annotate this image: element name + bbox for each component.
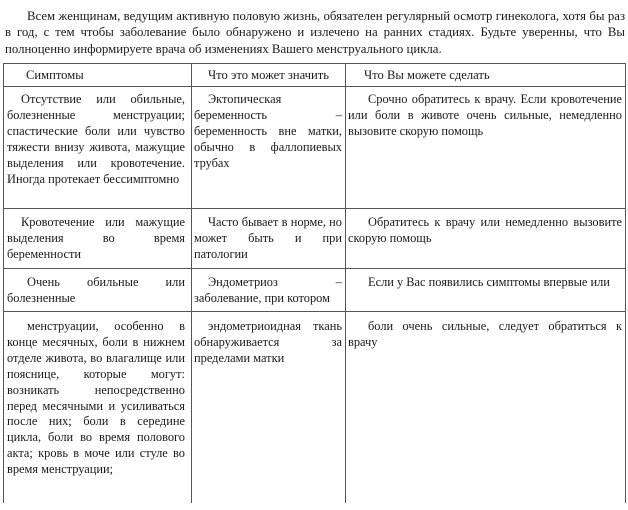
table-border-top [3, 63, 626, 64]
header-action: Что Вы можете сделать [364, 68, 490, 82]
intro-paragraph: Всем женщинам, ведущим активную половую жизнь, обязателен регулярный осмотр гинеколога, хотя бы раз в год, с тем чтобы заболевание было обнаружено и излечено на ранних стадиях. Будьте уверенны, что Вы полноценно информируете врача об изменениях Вашего менструального цикла. [5, 9, 625, 56]
table-col-divider [191, 63, 192, 503]
header-symptoms: Симптомы [26, 68, 84, 82]
row1-symptom: Отсутствие или обильные, болезненные менструации; спастические боли или чувство тяжести внизу живота, мажущие выделения или кровотечение. Иногда протекает бессимптомно [7, 92, 185, 186]
table-border-left [3, 63, 4, 503]
row2-action: Обратитесь к врачу или немедленно вызовите скорую помощь [348, 215, 622, 245]
table-border-right [625, 63, 626, 503]
row4-action: боли очень сильные, следует обратиться к врачу [348, 319, 622, 349]
table-header-divider [3, 86, 626, 87]
header-meaning: Что это может значить [208, 68, 330, 82]
row2-meaning: Часто бывает в норме, но может быть и при патологии [194, 215, 342, 261]
row4-symptom: менструации, особенно в конце месячных, боли в нижнем отделе живота, во влагалище или пояснице, которые могут: возникать непосредственно перед месячными и усиливаться после них; боли в середине цикла, боли во время полового акта; кровь в моче или стуле во время менструации; [7, 319, 185, 477]
table-col-divider [345, 63, 346, 503]
row3-action: Если у Вас появились симптомы впервые или [368, 275, 610, 289]
table-row-divider [3, 208, 626, 209]
row3-meaning: Эндометриоз – заболевание, при котором [194, 275, 342, 305]
row1-action: Срочно обратитесь к врачу. Если кровотечение или боли в животе очень сильные, немедленно вызовите скорую помощь [348, 92, 622, 138]
row3-symptom: Очень обильные или болезненные [7, 275, 185, 305]
row2-symptom: Кровотечение или мажущие выделения во время беременности [7, 215, 185, 261]
table-row-divider [3, 311, 626, 312]
table-row-divider [3, 268, 626, 269]
row1-meaning: Эктопическая беременность – беременность вне матки, обычно в фаллопиевых трубах [194, 92, 342, 170]
row4-meaning: эндометриоидная ткань обнаруживается за пределами матки [194, 319, 342, 365]
